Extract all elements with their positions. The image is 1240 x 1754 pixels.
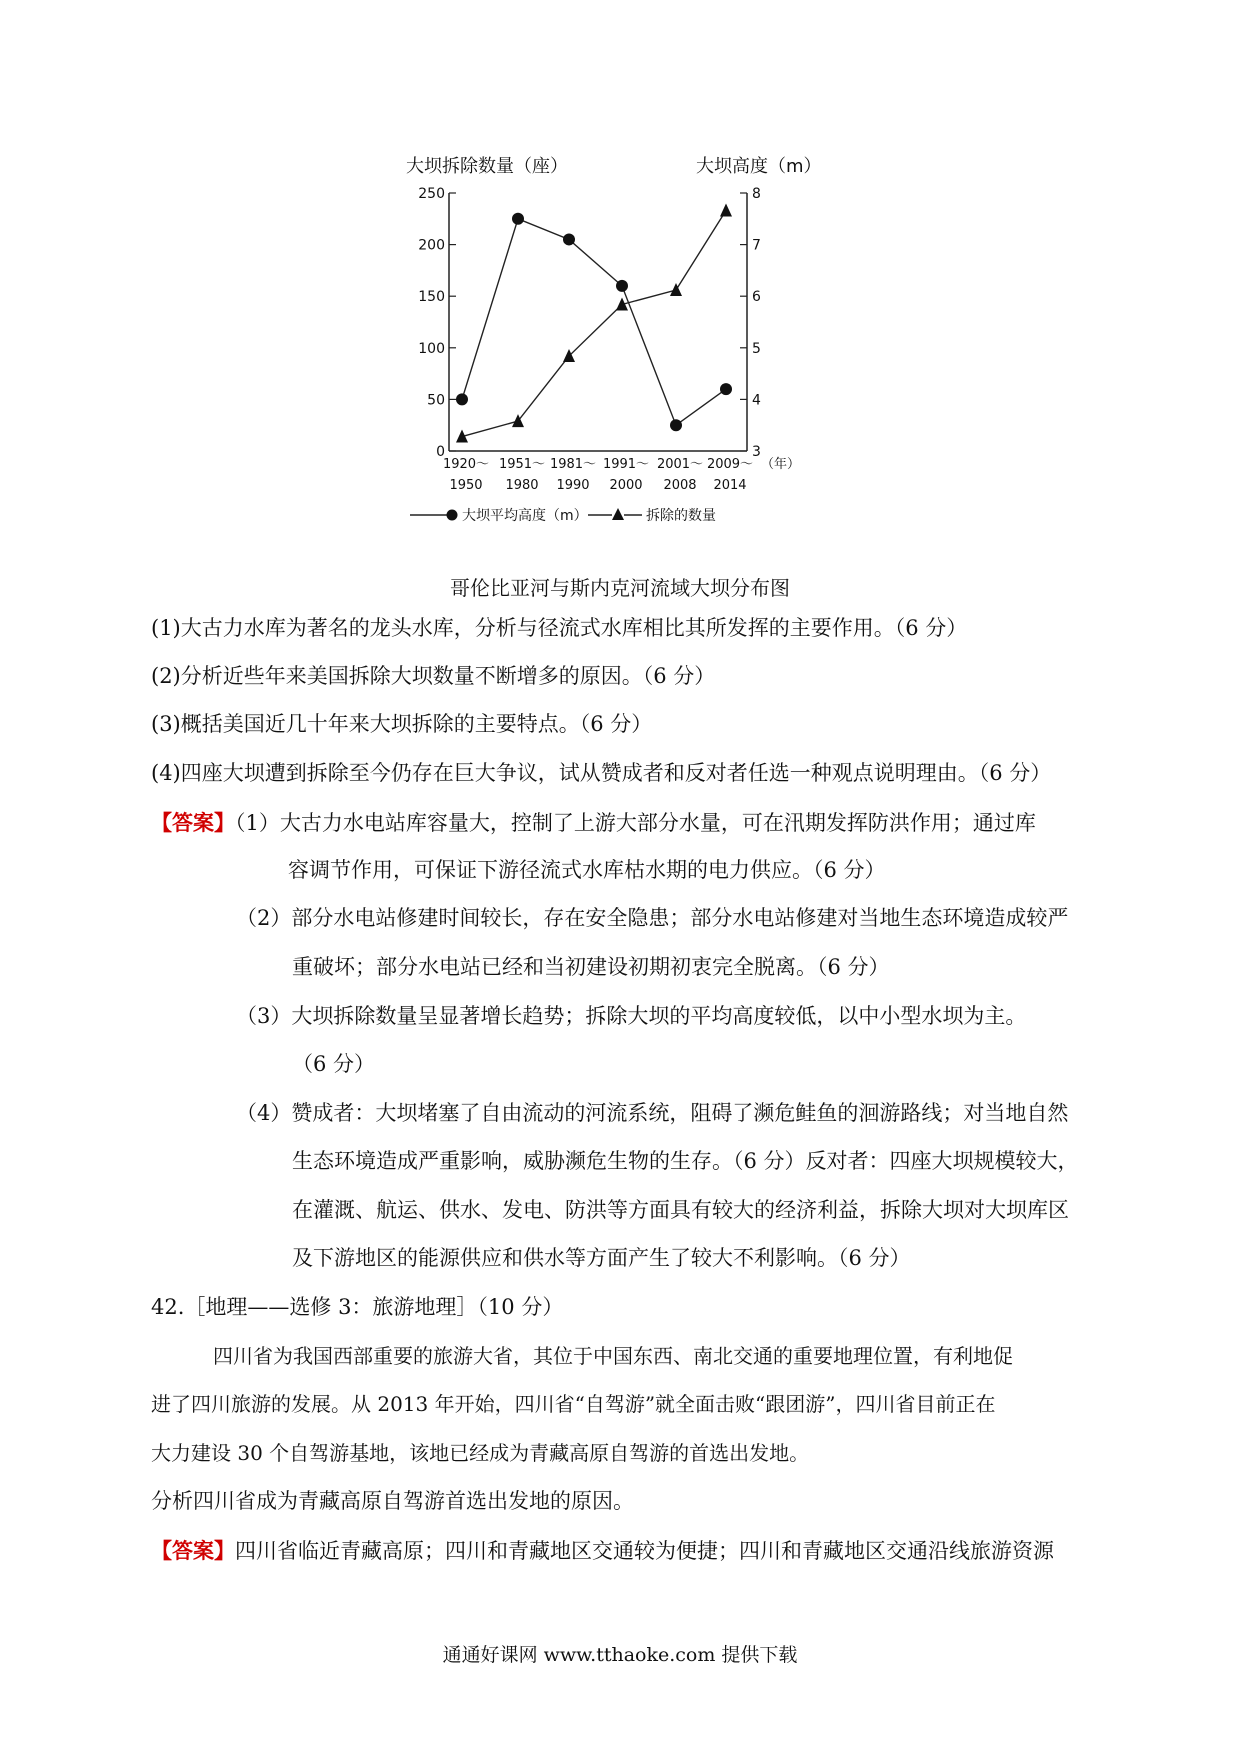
data-point-triangle [670,283,682,296]
answer-4-line-3: 在灌溉、航运、供水、发电、防洪等方面具有较大的经济利益，拆除大坝对大坝库区 [292,1198,1069,1222]
series-line-triangle [462,211,726,437]
question-3: (3)概括美国近几十年来大坝拆除的主要特点。（6 分） [151,712,653,736]
series-line-circle [462,219,726,425]
answer-3-line-2: （6 分） [292,1052,376,1076]
question-42-para-3: 大力建设 30 个自驾游基地，该地已经成为青藏高原自驾游的首选出发地。 [151,1441,810,1465]
x-tick-label-top: 2001～ [656,457,704,472]
data-point-circle [616,280,628,292]
answer-42-text: 四川省临近青藏高原；四川和青藏地区交通较为便捷；四川和青藏地区交通沿线旅游资源 [235,1539,1054,1563]
data-point-circle [720,383,732,395]
question-42-para-1: 四川省为我国西部重要的旅游大省，其位于中国东西、南北交通的重要地理位置，有利地促 [213,1344,1013,1368]
answer-1-line-1 [151,812,1036,834]
x-tick-label-top: 1981～ [549,457,597,472]
y-right-tick-label: 4 [752,392,761,409]
x-tick-label-top: 1991～ [602,457,650,472]
y-left-tick-label: 150 [418,289,445,306]
question-4: (4)四座大坝遭到拆除至今仍存在巨大争议，试从赞成者和反对者任选一种观点说明理由。（6 分） [151,761,1052,785]
dam-chart [380,150,830,540]
x-tick-label-bottom: 1980 [505,478,539,493]
legend-marker-circle [447,510,458,521]
question-42-para-2: 进了四川旅游的发展。从 2013 年开始，四川省“自驾游”就全面击败“跟团游”，四川省目前正在 [151,1392,996,1416]
x-tick-label-bottom: 1990 [556,478,590,493]
answer-3-line-1: （3）大坝拆除数量呈显著增长趋势；拆除大坝的平均高度较低，以中小型水坝为主。 [236,1004,1027,1028]
question-1: (1)大古力水库为著名的龙头水库，分析与径流式水库相比其所发挥的主要作用。（6 分） [151,616,968,640]
answer-4-line-4: 及下游地区的能源供应和供水等方面产生了较大不利影响。（6 分） [292,1246,911,1270]
answer-1-text: （1）大古力水电站库容量大，控制了上游大部分水量，可在汛期发挥防洪作用；通过库 [235,811,1036,835]
answer-tag-42: 【答案】 [151,1538,235,1563]
y-right-tick-label: 7 [752,237,761,254]
y-left-tick-label: 250 [418,186,445,202]
x-tick-label-bottom: 2000 [609,478,643,493]
x-tick-label-top: 1920～ [442,457,490,472]
question-42-prompt: 分析四川省成为青藏高原自驾游首选出发地的原因。 [151,1489,634,1513]
x-tick-label-bottom: 2008 [663,478,697,493]
y-right-tick-label: 6 [752,289,761,306]
x-tick-label-bottom: 2014 [713,478,747,493]
answer-tag: 【答案】 [151,810,235,835]
y-left-title: 大坝拆除数量（座） [406,156,568,177]
chart-caption: 哥伦比亚河与斯内克河流域大坝分布图 [450,576,790,600]
answer-4-line-2: 生态环境造成严重影响，威胁濒危生物的生存。（6 分）反对者：四座大坝规模较大， [292,1149,1079,1173]
data-point-circle [670,419,682,431]
data-point-triangle [720,204,732,217]
answer-2-line-2: 重破坏；部分水电站已经和当初建设初期初衷完全脱离。（6 分） [292,955,890,979]
data-point-circle [563,233,575,245]
answer-1-line-2: 容调节作用，可保证下游径流式水库枯水期的电力供应。（6 分） [288,858,886,882]
answer-4-line-1: （4）赞成者：大坝堵塞了自由流动的河流系统，阻碍了濒危鲑鱼的洄游路线；对当地自然 [236,1101,1069,1125]
answer-2-line-1: （2）部分水电站修建时间较长，存在安全隐患；部分水电站修建对当地生态环境造成较严 [236,906,1069,930]
answer-42 [151,1540,1054,1562]
dam-chart-svg [380,150,830,540]
y-right-title: 大坝高度（m） [696,156,822,177]
y-right-tick-label: 3 [752,444,761,460]
y-left-tick-label: 200 [418,237,445,254]
y-left-tick-label: 50 [427,392,445,409]
y-right-tick-label: 5 [752,340,761,357]
y-left-tick-label: 0 [436,444,445,460]
question-42-title: 42.［地理——选修 3：旅游地理］（10 分） [151,1295,564,1319]
legend-label-circle: 大坝平均高度（m） [462,508,588,524]
legend-marker-triangle [612,508,624,520]
footer: 通通好课网 www.tthaoke.com 提供下载 [442,1644,798,1666]
data-point-circle [512,213,524,225]
data-point-circle [456,393,468,405]
y-right-tick-label: 8 [752,186,761,202]
y-left-tick-label: 100 [418,340,445,357]
legend-label-triangle: 拆除的数量 [646,508,716,524]
x-tick-label-bottom: 1950 [449,478,483,493]
x-unit-label: （年） [761,457,801,472]
x-tick-label-top: 1951～ [498,457,546,472]
x-tick-label-top: 2009～ [706,457,754,472]
question-2: (2)分析近些年来美国拆除大坝数量不断增多的原因。（6 分） [151,664,716,688]
